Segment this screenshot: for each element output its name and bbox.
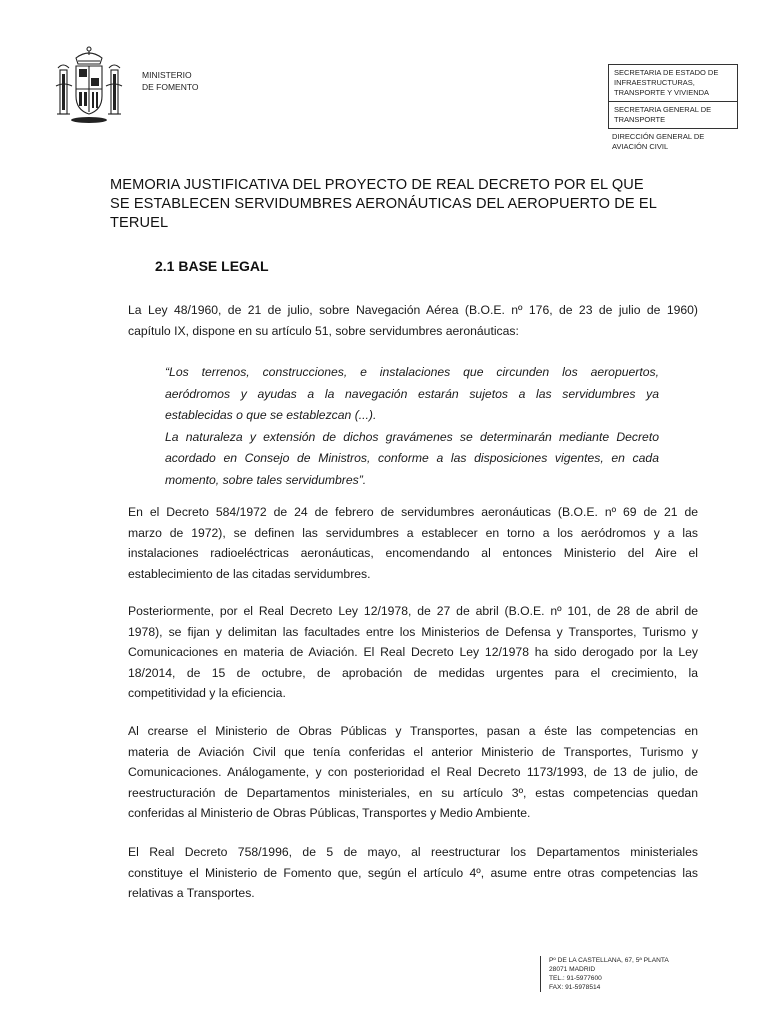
quote-line: acordado en Consejo de Ministros, conforme a las disposiciones vigentes, en cada (165, 451, 659, 465)
text-line: Comunicaciones en materia de Aviación. El Real Decreto Ley 12/1978 ha sido derogado por la Ley (128, 645, 698, 659)
text-line: capítulo IX, dispone en su artículo 51, sobre servidumbres aeronáuticas: (128, 323, 519, 338)
secretariat-line: SECRETARIA DE ESTADO DE (614, 68, 719, 77)
text-line: 1978), se fijan y delimitan las facultades entre los Ministerios de Defensa y Transportes, Turismo y (128, 624, 698, 639)
text-line: marzo de 1972), se definen las servidumbres a establecer en torno a los aeródromos y a las (128, 525, 698, 540)
text-line: reestructuración de Departamentos ministeriales, en su artículo 3º, estas competencias quedan (128, 785, 698, 800)
title-line: MEMORIA JUSTIFICATIVA DEL PROYECTO DE REAL DECRETO POR EL QUE (110, 177, 644, 193)
address-footer (540, 956, 669, 992)
text-line: El Real Decreto 758/1996, de 5 de mayo, al reestructurar los Departamentos ministeriales (128, 845, 698, 859)
text-line: 18/2014, de 15 de octubre, de aprobación de medidas urgentes para el crecimiento, la (128, 665, 698, 680)
text-line: relativas a Transportes. (128, 886, 255, 900)
text-line: conferidas al Ministerio de Obras Públicas, Transportes y Medio Ambiente. (128, 806, 531, 820)
title-line: TERUEL (110, 215, 169, 231)
text-line: competitividad y la eficiencia. (128, 686, 286, 700)
text-line: establecimiento de las citadas servidumbres. (128, 566, 371, 581)
paragraph-rdl-12-1978 (128, 601, 698, 704)
secretariat-box (608, 64, 738, 129)
quoted-article (165, 362, 659, 491)
quote-line: momento, sobre tales servidumbres”. (165, 472, 367, 487)
footer-line: 28071 MADRID (549, 966, 596, 973)
directorate-line: AVIACIÓN CIVIL (612, 142, 669, 151)
quote-line: La naturaleza y extensión de dichos gravámenes se determinarán mediante Decreto (165, 429, 659, 444)
quote-line: “Los terrenos, construcciones, e instalaciones que circunden los aeropuertos, (165, 365, 659, 379)
title-line: SE ESTABLECEN SERVIDUMBRES AERONÁUTICAS DEL AEROPUERTO DE EL (110, 196, 657, 212)
ministry-line: MINISTERIO (142, 70, 192, 80)
text-line: Al crearse el Ministerio de Obras Públicas y Transportes, pasan a éste las competencias en (128, 724, 698, 738)
text-line: La Ley 48/1960, de 21 de julio, sobre Navegación Aérea (B.O.E. nº 176, de 23 de julio de 1960) (128, 303, 698, 317)
directorate-name (612, 132, 740, 152)
ministry-line: DE FOMENTO (142, 82, 199, 92)
text-line: materia de Aviación Civil que tenía conferidas el anterior Ministerio de Transportes, Turismo y (128, 744, 698, 759)
paragraph-ley-48-1960 (128, 300, 698, 341)
secretariat-line: INFRAESTRUCTURAS, (614, 78, 695, 87)
document-title (110, 176, 700, 233)
text-line: Posteriormente, por el Real Decreto Ley 12/1978, de 27 de abril (B.O.E. nº 101, de 28 de abril de (128, 604, 698, 618)
footer-line: TEL.: 91-5977600 (549, 975, 602, 982)
text-line: instalaciones radioeléctricas aeronáuticas, encomendando al entonces Ministerio del Aire el (128, 546, 698, 560)
section-heading: 2.1 BASE LEGAL (155, 258, 269, 274)
text-line: Comunicaciones. Análogamente, y con posterioridad el Real Decreto 1173/1993, de 13 de julio, de (128, 765, 698, 779)
paragraph-decreto-584-1972 (128, 502, 698, 584)
text-line: En el Decreto 584/1972 de 24 de febrero de servidumbres aeronáuticas (B.O.E. nº 69 de 21 de (128, 505, 698, 519)
paragraph-mopt (128, 721, 698, 824)
secretariat-line: TRANSPORTE Y VIVIENDA (614, 88, 710, 97)
footer-line: Pº DE LA CASTELLANA, 67, 5ª PLANTA (549, 957, 669, 964)
coat-of-arms-logo (52, 44, 126, 126)
secretariat-general-cell (609, 101, 737, 128)
ministry-name (142, 69, 199, 93)
text-line: constituye el Ministerio de Fomento que, según el artículo 4º, asume entre otras competencias las (128, 865, 698, 880)
quote-line: aeródromos y ayudas a la navegación estarán sujetos a las servidumbres ya (165, 386, 659, 401)
quote-line: establecidas o que se establezcan (...). (165, 408, 377, 422)
secretariat-line: TRANSPORTE (614, 115, 666, 124)
secretariat-line: SECRETARIA GENERAL DE (614, 105, 712, 114)
paragraph-rd-758-1996 (128, 842, 698, 904)
directorate-line: DIRECCIÓN GENERAL DE (612, 132, 705, 141)
secretariat-state-cell (609, 65, 737, 101)
footer-line: FAX: 91-5978514 (549, 984, 601, 991)
